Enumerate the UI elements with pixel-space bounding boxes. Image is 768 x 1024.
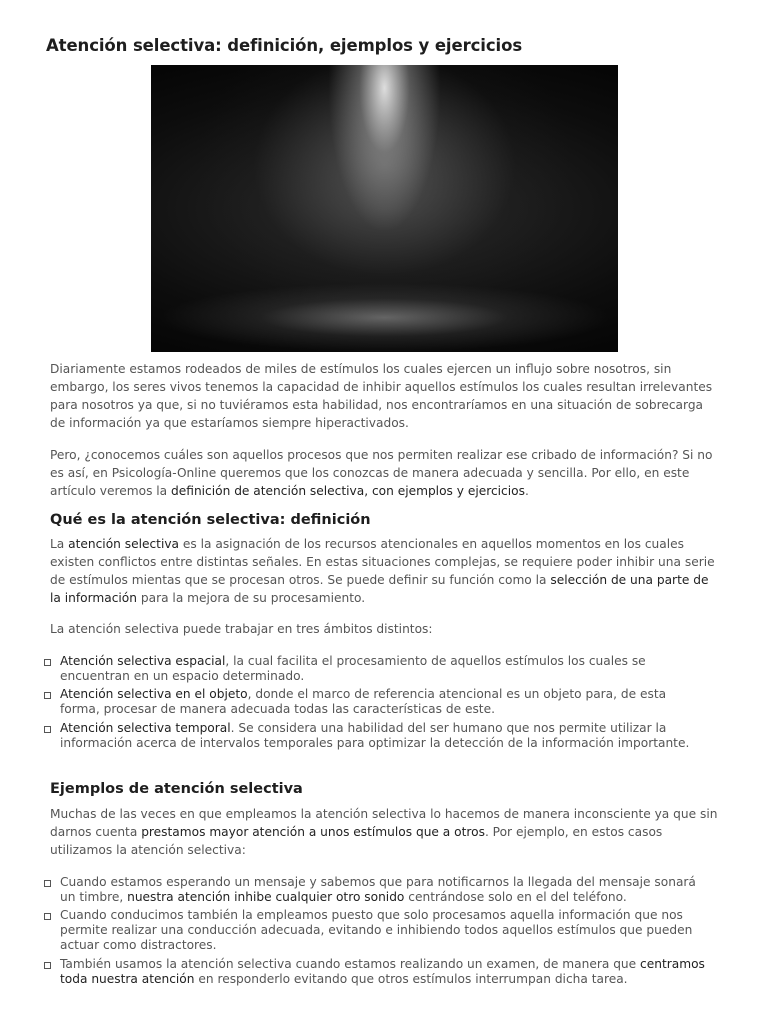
checkbox-bullet-icon bbox=[44, 692, 51, 699]
s2p1-pre: Muchas de las veces en que empleamos la atención selectiva lo hacemos de manera inconsciente ya que sin darnos cuenta bbox=[50, 807, 718, 839]
article-title: Atención selectiva: definición, ejemplos y ejercicios bbox=[46, 36, 523, 55]
intro-p2-text: Pero, ¿conocemos cuáles son aquellos procesos que nos permiten realizar ese cribado de información? Si no es así, en Psicología-Online queremos que los conozcas de manera adecuada y sencilla. Por ello, en este artículo veremos la bbox=[50, 448, 713, 498]
section1-paragraph-2: La atención selectiva puede trabajar en tres ámbitos distintos: bbox=[50, 622, 433, 636]
s1p1-pre: La bbox=[50, 537, 69, 551]
list-item-emphasis: centramos toda nuestra atención bbox=[60, 957, 705, 986]
list-item-text: Cuando conducimos también la empleamos puesto que solo procesamos aquella información que nos permite realizar una conducción adecuada, evitando e inhibiendo todos aquellos estímulos que pueden actuar como distractores. bbox=[60, 908, 693, 952]
checkbox-bullet-icon bbox=[44, 659, 51, 666]
spotlight-image bbox=[151, 65, 618, 352]
list-item-emphasis: nuestra atención inhibe cualquier otro sonido bbox=[127, 890, 405, 904]
list-item bbox=[44, 654, 708, 684]
list-item-text: También usamos la atención selectiva cuando estamos realizando un examen, de manera que bbox=[60, 957, 641, 971]
list-item-text: , donde el marco de referencia atencional es un objeto para, de esta forma, procesar de manera adecuada todas las características de este. bbox=[60, 687, 667, 716]
list-item-emphasis: Atención selectiva temporal bbox=[60, 721, 231, 735]
list-item-text: . Se considera una habilidad del ser humano que nos permite utilizar la información acerca de intervalos temporales para optimizar la detección de la información importante. bbox=[60, 721, 690, 750]
list-item-text: , la cual facilita el procesamiento de aquellos estímulos los cuales se encuentran en un espacio determinado. bbox=[60, 654, 646, 683]
s1p1-em1: atención selectiva bbox=[68, 537, 180, 551]
list-item bbox=[44, 721, 708, 751]
intro-p2-end: . bbox=[524, 484, 529, 498]
intro-paragraph-2 bbox=[50, 446, 718, 500]
s1p1-em2: selección de una parte de la información bbox=[50, 573, 709, 605]
checkbox-bullet-icon bbox=[44, 913, 51, 920]
list-item-text: Cuando estamos esperando un mensaje y sabemos que para notificarnos la llegada del mensaje sonará un timbre, bbox=[60, 875, 696, 904]
list-item-text-end: en responderlo evitando que otros estímulos interrumpan dicha tarea. bbox=[194, 972, 628, 986]
section2-heading: Ejemplos de atención selectiva bbox=[50, 781, 303, 797]
checkbox-bullet-icon bbox=[44, 880, 51, 887]
checkbox-bullet-icon bbox=[44, 726, 51, 733]
s2p1-em: prestamos mayor atención a unos estímulos que a otros bbox=[141, 825, 485, 839]
s1p1-mid: es la asignación de los recursos atencionales en aquellos momentos en los cuales existen conflictos entre distintas señales. En estas situaciones complejas, se requiere poder inhibir una serie de estímulos mientas que se procesan otros. Se puede definir su función como la bbox=[50, 537, 715, 587]
section1-heading: Qué es la atención selectiva: definición bbox=[50, 512, 371, 528]
intro-paragraph-1: Diariamente estamos rodeados de miles de estímulos los cuales ejercen un influjo sobre nosotros, sin embargo, los seres vivos tenemos la capacidad de inhibir aquellos estímulos los cuales resultan irrelevantes para nosotros ya que, si no tuviéramos esta habilidad, nos encontraríamos en una situación de sobrecarga de información ya que estaríamos siempre hiperactivados. bbox=[50, 362, 713, 430]
intro-p2-emphasis: definición de atención selectiva, con ejemplos y ejercicios bbox=[171, 484, 525, 498]
section2-paragraph-1 bbox=[50, 805, 718, 859]
list-item bbox=[44, 875, 708, 905]
list-item-emphasis: Atención selectiva espacial bbox=[60, 654, 226, 668]
checkbox-bullet-icon bbox=[44, 962, 51, 969]
s1p1-post: para la mejora de su procesamiento. bbox=[137, 591, 366, 605]
list-item bbox=[44, 687, 708, 717]
list-item bbox=[44, 908, 708, 953]
s2p1-post: . Por ejemplo, en estos casos utilizamos la atención selectiva: bbox=[50, 825, 663, 857]
list-item bbox=[44, 957, 708, 987]
list-item-emphasis: Atención selectiva en el objeto bbox=[60, 687, 248, 701]
section1-paragraph-1 bbox=[50, 535, 718, 607]
list-item-text-end: centrándose solo en el del teléfono. bbox=[404, 890, 627, 904]
